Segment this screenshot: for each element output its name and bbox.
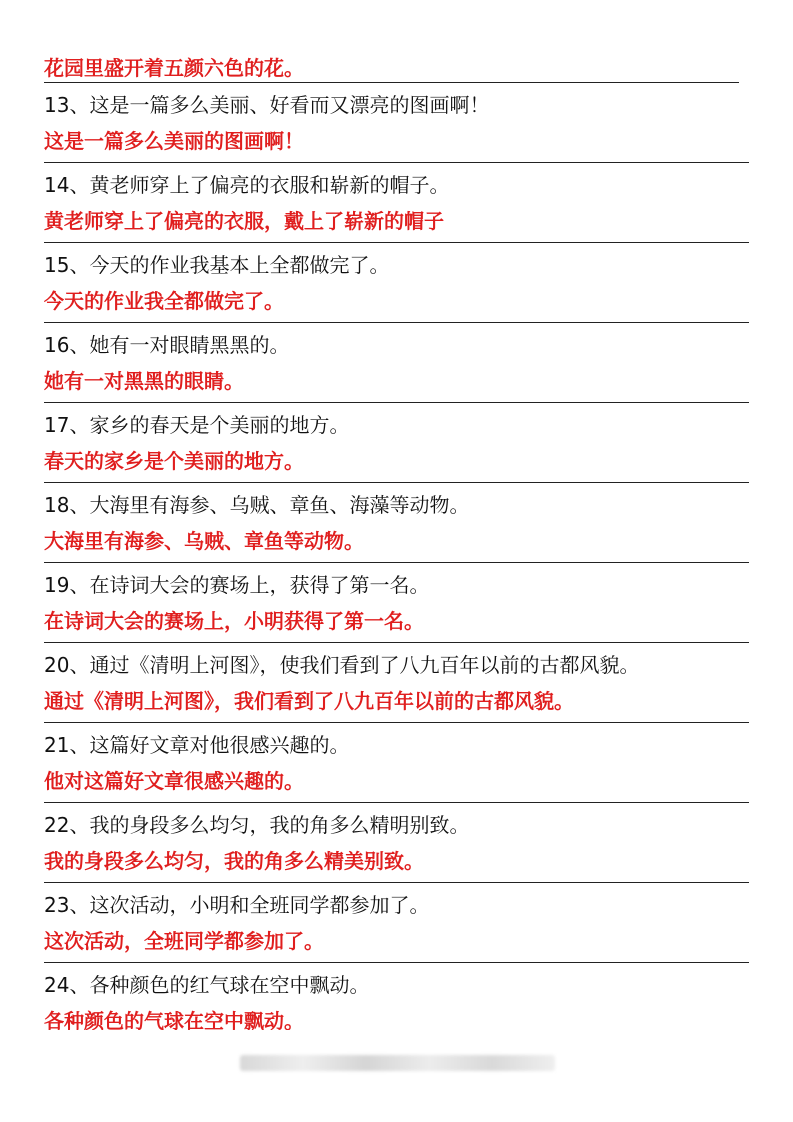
answer-17: 春天的家乡是个美丽的地方。: [44, 443, 749, 483]
question-19: 19、在诗词大会的赛场上，获得了第一名。: [44, 573, 430, 597]
question-21: 21、这篇好文章对他很感兴趣的。: [44, 733, 350, 757]
answer-13: 这是一篇多么美丽的图画啊！: [44, 123, 749, 163]
answer-23: 这次活动，全班同学都参加了。: [44, 923, 749, 963]
question-24: 24、各种颜色的红气球在空中飘动。: [44, 973, 370, 997]
answer-15: 今天的作业我全都做完了。: [44, 283, 749, 323]
question-17: 17、家乡的春天是个美丽的地方。: [44, 413, 350, 437]
answer-20: 通过《清明上河图》，我们看到了八九百年以前的古都风貌。: [44, 683, 749, 723]
answer-14: 黄老师穿上了偏亮的衣服，戴上了崭新的帽子: [44, 203, 749, 243]
sentence-correction-list: [44, 55, 749, 1030]
list-item-13: [44, 83, 749, 163]
question-22: 22、我的身段多么均匀，我的角多么精明别致。: [44, 813, 470, 837]
answer-16: 她有一对黑黑的眼睛。: [44, 363, 749, 403]
question-16: 16、她有一对眼睛黑黑的。: [44, 333, 290, 357]
answer-22: 我的身段多么均匀，我的角多么精美别致。: [44, 843, 749, 883]
answer-18: 大海里有海参、乌贼、章鱼等动物。: [44, 523, 749, 563]
list-item-17: [44, 403, 749, 483]
answer-12: 花园里盛开着五颜六色的花。: [44, 55, 739, 83]
list-item-14: [44, 163, 749, 243]
question-23: 23、这次活动，小明和全班同学都参加了。: [44, 893, 430, 917]
question-14: 14、黄老师穿上了偏亮的衣服和崭新的帽子。: [44, 173, 450, 197]
list-item-23: [44, 883, 749, 963]
list-item-18: [44, 483, 749, 563]
question-15: 15、今天的作业我基本上全都做完了。: [44, 253, 390, 277]
list-item-21: [44, 723, 749, 803]
question-13: 13、这是一篇多么美丽、好看而又漂亮的图画啊！: [44, 93, 490, 117]
question-18: 18、大海里有海参、乌贼、章鱼、海藻等动物。: [44, 493, 470, 517]
list-item-19: [44, 563, 749, 643]
list-item-24: [44, 963, 749, 1030]
list-item-16: [44, 323, 749, 403]
blurred-footer-watermark: [240, 1055, 555, 1071]
list-item-22: [44, 803, 749, 883]
question-20: 20、通过《清明上河图》，使我们看到了八九百年以前的古都风貌。: [44, 653, 640, 677]
answer-19: 在诗词大会的赛场上，小明获得了第一名。: [44, 603, 749, 643]
answer-21: 他对这篇好文章很感兴趣的。: [44, 763, 749, 803]
list-item-20: [44, 643, 749, 723]
list-item-15: [44, 243, 749, 323]
answer-24: 各种颜色的气球在空中飘动。: [44, 1009, 304, 1030]
